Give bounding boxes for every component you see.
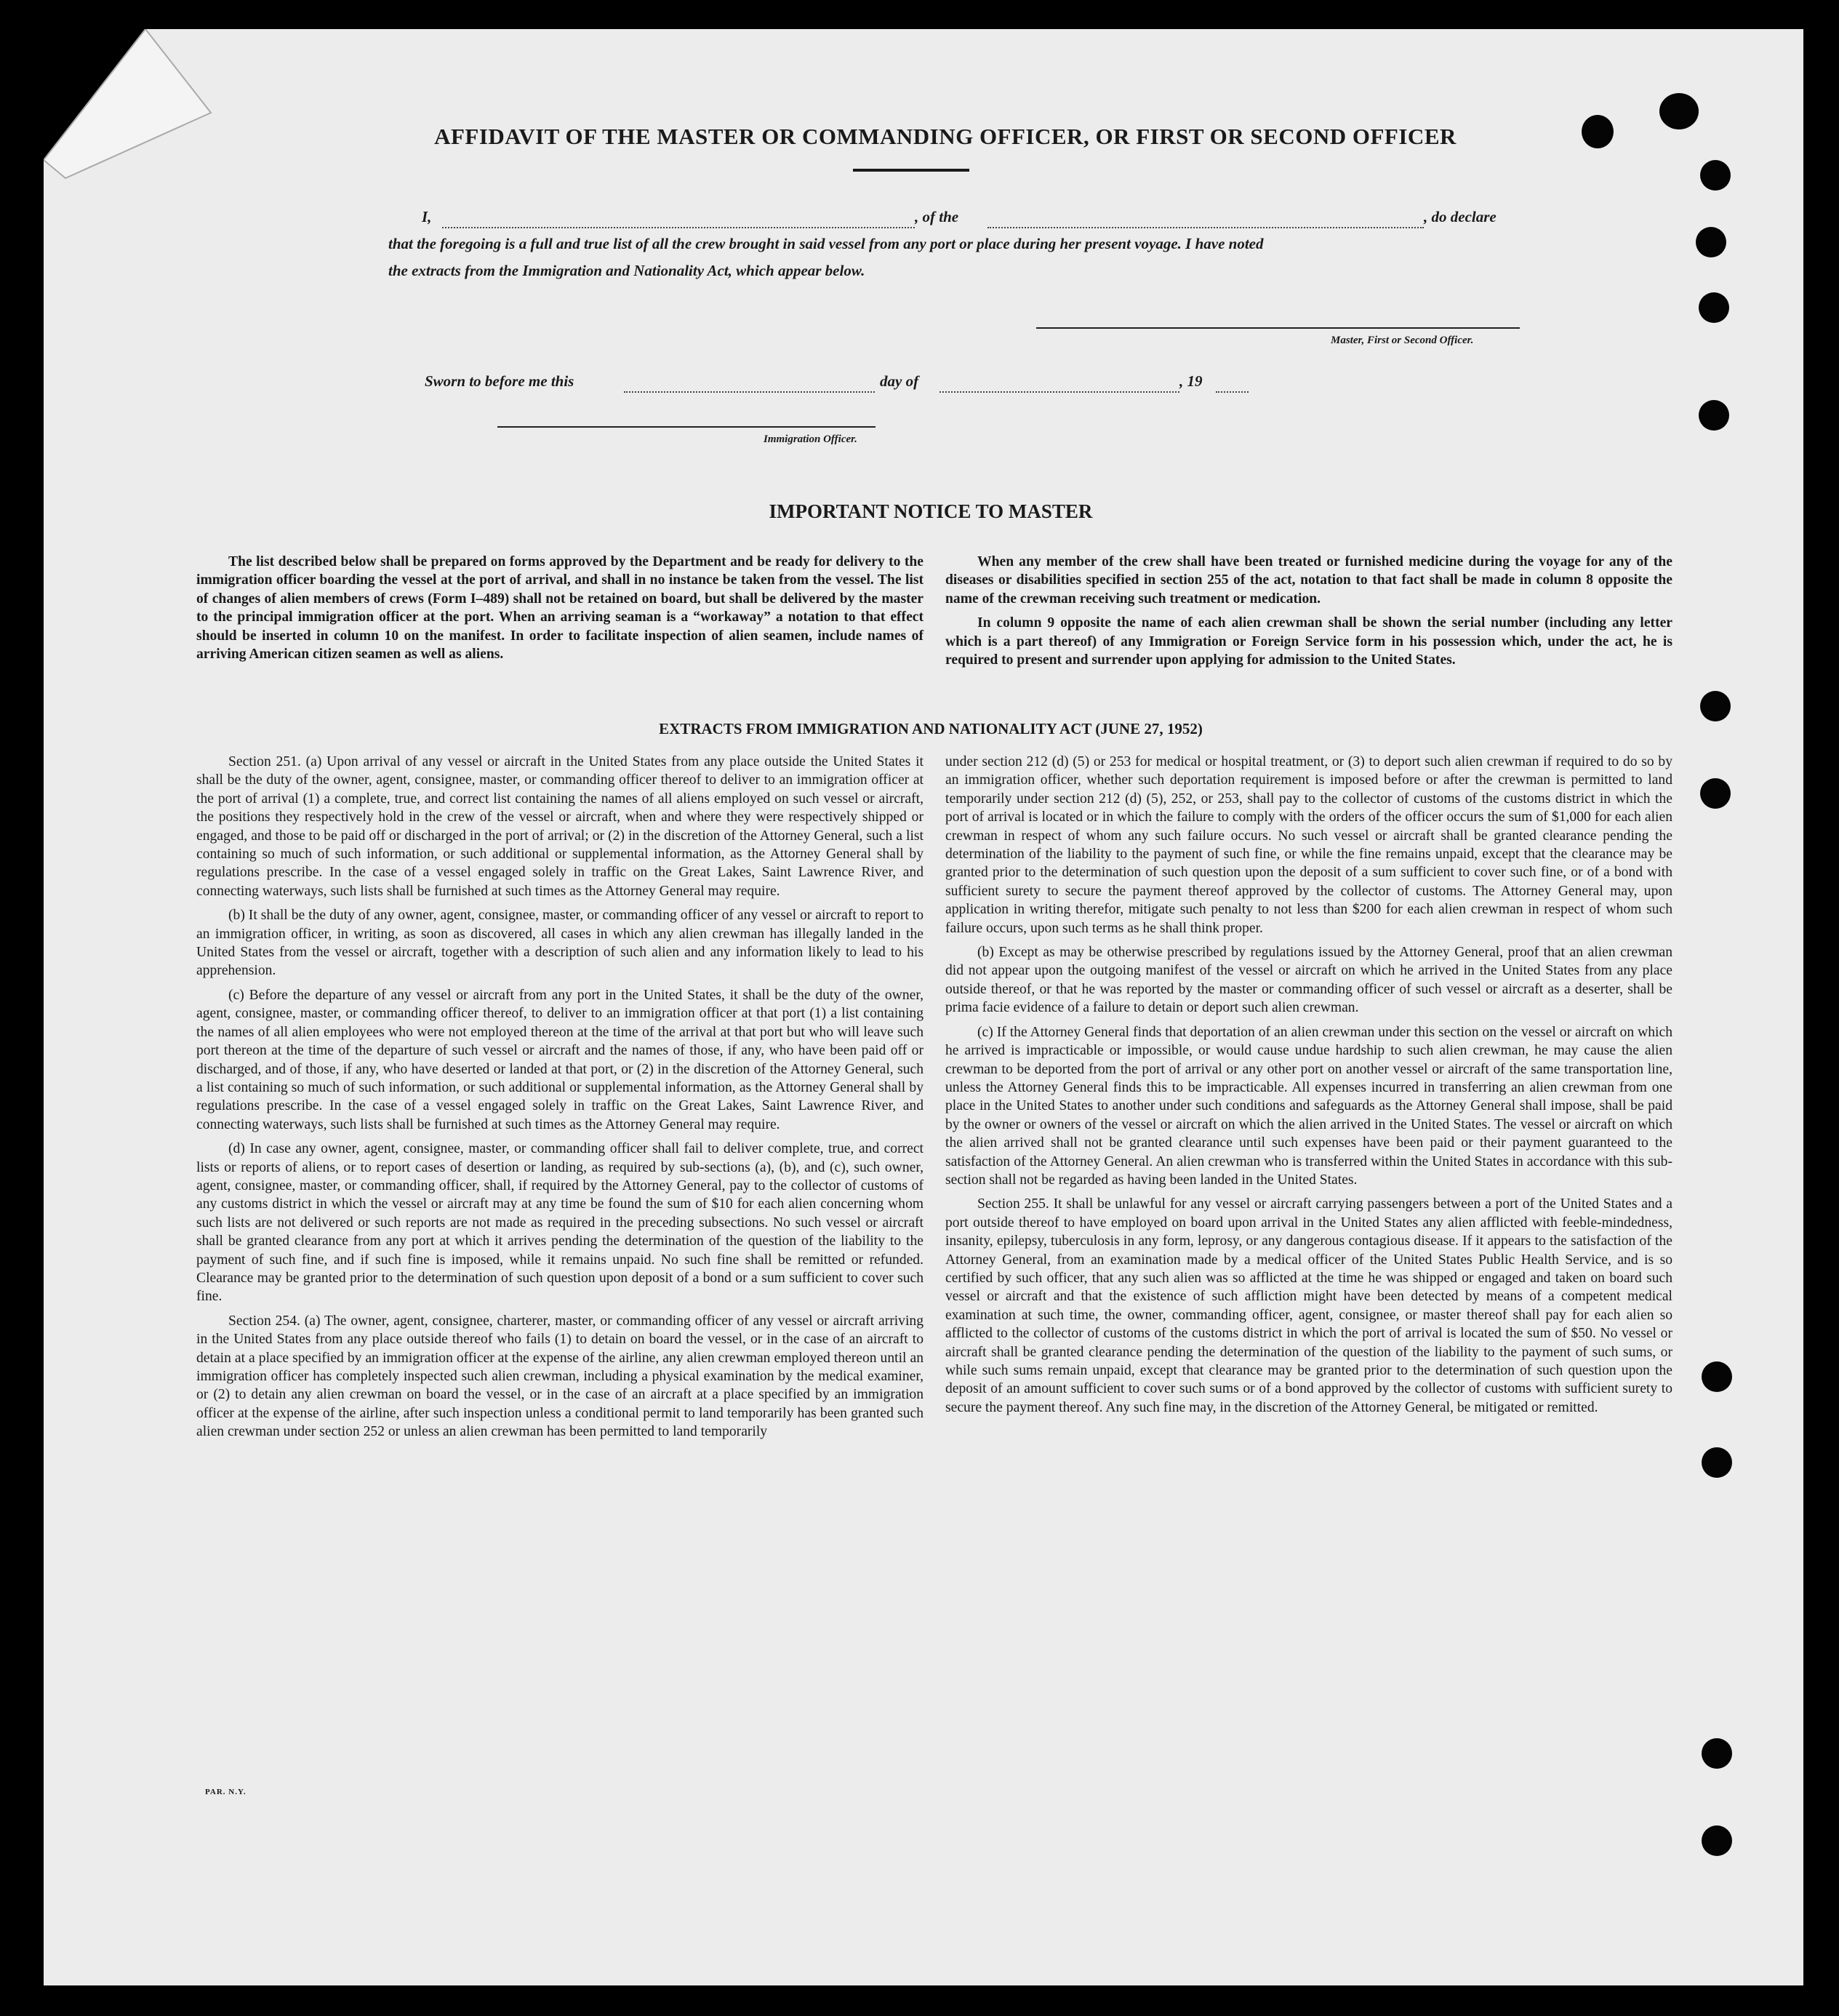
binder-hole [1702, 1447, 1732, 1478]
binder-hole [1696, 227, 1726, 257]
notice-title: IMPORTANT NOTICE TO MASTER [769, 500, 1093, 522]
master-caption: Master, First or Second Officer. [1331, 335, 1474, 346]
act-paragraph: (d) In case any owner, agent, consignee, master, or commanding officer shall fail to deliver complete, true, and correct lists or reports of aliens, or to report cases of desertion or landing, as required by sub-sections (a), (b), and (c), such owner, agent, consignee, master, or commanding officer, shall, if required by the Attorney General, pay to the collector of customs of any customs district in which the vessel or aircraft may at any time be found the sum of $10 for each alien concerning whom such lists are not delivered or such reports are not made as required in the preceding subsections. No such vessel or aircraft shall be granted clearance from any port at which it arrives pending the determination of the question of the liability to the payment of such fine, and if such fine is imposed, while it remains unpaid. No such fine shall be remitted or refunded. Clearance may be granted prior to the determination of such question upon deposit of a bond or a sum sufficient to cover such fine. [196, 1141, 923, 1305]
sworn-year-field[interactable] [1216, 390, 1249, 393]
officer-caption: Immigration Officer. [764, 433, 857, 445]
folded-corner [44, 29, 218, 211]
sworn-label: Sworn to before me this [425, 372, 574, 390]
act-paragraph: (c) Before the departure of any vessel or aircraft from any port in the United States, it shall be the duty of the owner, agent, consignee, master, or commanding officer thereof, to deliver to an immigration officer at that port (1) a list containing the names of all alien employees who were not employed thereon at the time of the arrival at that port but who will leave such port thereon at the time of the departure of such vessel or aircraft and the names of those, if any, who have been paid off or discharged, and of those, if any, who have deserted or landed at that port, or (2) in the discretion of the Attorney General, such a list containing so much of such information, or such additional or supplemental information, as the Attorney General shall by regulations prescribe. In the case of a vessel engaged solely in traffic on the Great Lakes, Saint Lawrence River, and connecting waterways, such lists shall be furnished at such times as the Attorney General may require. [196, 987, 923, 1132]
extracts-left-column [196, 753, 923, 1441]
binder-hole [1702, 1825, 1732, 1856]
declaration-line-2: that the foregoing is a full and true list of all the crew brought in said vessel from any port or place during her present voyage. I have noted [388, 235, 1264, 252]
declarant-name-field[interactable] [442, 225, 915, 228]
act-paragraph: under section 212 (d) (5) or 253 for medical or hospital treatment, or (3) to deport such alien crewman if required to do so by an immigration officer, whether such deportation requirement is imposed before or after the crewman is permitted to land temporarily under section 212 (d) (5), 252, or 253, shall pay to the collector of customs of the customs district in which the port of arrival is located or in which the failure to comply with the orders of the officer occurs the sum of $1,000 for each alien crewman in respect of whom any such failure occurs. No such vessel or aircraft shall be granted clearance pending the determination of the liability to the payment of such fine, or while the fine remains unpaid, except that the clearance may be granted prior to the determination of such question upon the deposit of a sum sufficient to cover such fine, or of a bond with sufficient surety to secure the payment thereof approved by the collector of customs. The Attorney General may, upon application in writing therefor, mitigate such penalty to not less than $200 for each alien crewman in respect of whom such failure occurs, upon such terms as he shall think proper. [945, 754, 1672, 936]
act-paragraph: Section 255. It shall be unlawful for any vessel or aircraft carrying passengers between a port of the United States and a port outside thereof to have employed on board upon arrival in the United States any alien afflicted with feeble-mindedness, insanity, epilepsy, tuberculosis in any form, leprosy, or any dangerous contagious disease. If it appears to the satisfaction of the Attorney General, from an examination made by a medical officer of the United States Public Health Service, and is so certified by such officer, that any such alien was so afflicted at the time he was shipped or engaged and taken on board such vessel or aircraft and that the existence of such affliction might have been detected by means of a competent medical examination at such time, the owner, commanding officer, agent, consignee, or master thereof shall pay for each alien so afflicted to the collector of customs of the customs district in which the port of arrival is located the sum of $50. No vessel or aircraft shall be granted clearance pending the determination of the question of the liability to the payment of such sums, or while such sums remain unpaid, except that clearance may be granted prior to the determination of such question upon the deposit of an amount sufficient to cover such sums or of a bond approved by the collector of customs with sufficient surety to secure the payment thereof. Any such fine may, in the discretion of the Attorney General, be mitigated or remitted. [945, 1196, 1672, 1415]
master-signature-line[interactable] [1036, 327, 1520, 329]
document-page [44, 29, 1803, 1985]
of-the-label: , of the [915, 208, 959, 225]
day-of-label: day of [880, 372, 919, 390]
declaration-line-3: the extracts from the Immigration and Nationality Act, which appear below. [388, 262, 865, 279]
binder-hole [1700, 778, 1731, 809]
act-paragraph: (c) If the Attorney General finds that deportation of an alien crewman under this section on the vessel or aircraft on which he arrived is impracticable or impossible, or would cause undue hardship to such alien crewman, he may cause the alien crewman to be deported from the port of arrival or any other port on another vessel or aircraft of the same transportation line, unless the Attorney General finds this to be impracticable. All expenses incurred in transferring an alien crewman from one place in the United States to another under such conditions and safeguards as the Attorney General shall impose, shall be paid by the owner or owners of the vessel or aircraft on which the alien arrived in the United States. The vessel or aircraft on which the alien arrived shall not be granted clearance until such expenses have been paid or their payment guaranteed to the satisfaction of the Attorney General. An alien crewman who is transferred within the United States in accordance with this sub-section shall not be regarded as having been landed in the United States. [945, 1024, 1672, 1188]
year-label: , 19 [1179, 372, 1203, 390]
act-paragraph: (b) It shall be the duty of any owner, agent, consignee, master, or commanding officer of any vessel or aircraft to report to an immigration officer, in writing, as soon as discovered, all cases in which any alien crewman has illegally landed in the United States from the vessel or aircraft, together with a description of such alien and any information likely to lead to his apprehension. [196, 908, 923, 979]
notice-right-column [945, 553, 1672, 669]
binder-hole [1702, 1361, 1732, 1392]
notice-paragraph: The list described below shall be prepared on forms approved by the Department and be ready for delivery to the immigration officer boarding the vessel at the port of arrival, and shall in no instance be taken from the vessel. The list of changes of alien members of crews (Form I–489) shall not be retained on board, but shall be delivered by the master to the principal immigration officer at the port. When an arriving seaman is a “workaway” a notation to that effect should be inserted in column 10 on the manifest. In order to facilitate inspection of alien seamen, include names of arriving American citizen seamen as well as aliens. [196, 554, 923, 663]
binder-hole [1582, 115, 1614, 148]
declarant-label: I, [422, 208, 432, 225]
binder-hole [1700, 691, 1731, 721]
extracts-title: EXTRACTS FROM IMMIGRATION AND NATIONALITY ACT (JUNE 27, 1952) [659, 720, 1203, 737]
binder-hole [1699, 292, 1729, 323]
do-declare-label: , do declare [1424, 208, 1497, 225]
binder-hole [1700, 160, 1731, 191]
notice-paragraph: When any member of the crew shall have been treated or furnished medicine during the voyage for any of the diseases or disabilities specified in section 255 of the act, notation to that fact shall be made in column 8 opposite the name of the crewman receiving such treatment or medication. [945, 554, 1672, 607]
extracts-right-column [945, 753, 1672, 1417]
title-underline [853, 169, 969, 172]
binder-hole [1702, 1738, 1732, 1769]
binder-hole [1699, 400, 1729, 431]
sworn-day-field[interactable] [624, 390, 875, 393]
sworn-month-field[interactable] [939, 390, 1179, 393]
vessel-name-field[interactable] [987, 225, 1424, 228]
officer-signature-line[interactable] [497, 426, 876, 428]
notice-paragraph: In column 9 opposite the name of each alien crewman shall be shown the serial number (including any letter which is a part thereof) of any Immigration or Foreign Service form in his possession which, under the act, he is required to present and surrender upon applying for admission to the United States. [945, 615, 1672, 668]
act-paragraph: (b) Except as may be otherwise prescribed by regulations issued by the Attorney General, proof that an alien crewman did not appear upon the outgoing manifest of the vessel or aircraft on which he arrived in the United States from any place outside thereof, or that he was reported by the master or commanding officer of such vessel or aircraft as a deserter, shall be prima facie evidence of a failure to detain or deport such alien crewman. [945, 945, 1672, 1016]
act-paragraph: Section 251. (a) Upon arrival of any vessel or aircraft in the United States from any place outside the United States it shall be the duty of the owner, agent, consignee, master, or commanding officer thereof to deliver to an immigration officer at the port of arrival (1) a complete, true, and correct list containing the names of all aliens employed on such vessel or aircraft, the positions they respectively hold in the crew of the vessel or aircraft, when and where they were respectively shipped or engaged, and those to be paid off or discharged in the port of arrival; or (2) in the discretion of the Attorney General, such a list containing so much of such information, or such additional or supplemental information, as the Attorney General shall by regulations prescribe. In the case of a vessel engaged solely in traffic on the Great Lakes, Saint Lawrence River, and connecting waterways, such lists shall be furnished at such times as the Attorney General may require. [196, 754, 923, 899]
printer-mark: PAR. N.Y. [205, 1788, 247, 1796]
act-paragraph: Section 254. (a) The owner, agent, consignee, charterer, master, or commanding officer of any vessel or aircraft arriving in the United States from any place outside thereof who fails (1) to detain on board the vessel, or in the case of an aircraft to detain at a place specified by an immigration officer at the expense of the airline, any alien crewman employed thereon until an immigration officer has completely inspected such alien crewman, including a physical examination by the medical examiner, or (2) to detain any alien crewman on board the vessel, or in the case of an aircraft at a place specified by an immigration officer at the expense of the airline, after such inspection unless a conditional permit to land temporarily has been granted such alien crewman under section 252 or unless an alien crewman has been permitted to land temporarily [196, 1313, 923, 1440]
binder-hole [1659, 93, 1699, 129]
affidavit-title: AFFIDAVIT OF THE MASTER OR COMMANDING OFFICER, OR FIRST OR SECOND OFFICER [434, 124, 1457, 149]
notice-left-column [196, 553, 923, 663]
